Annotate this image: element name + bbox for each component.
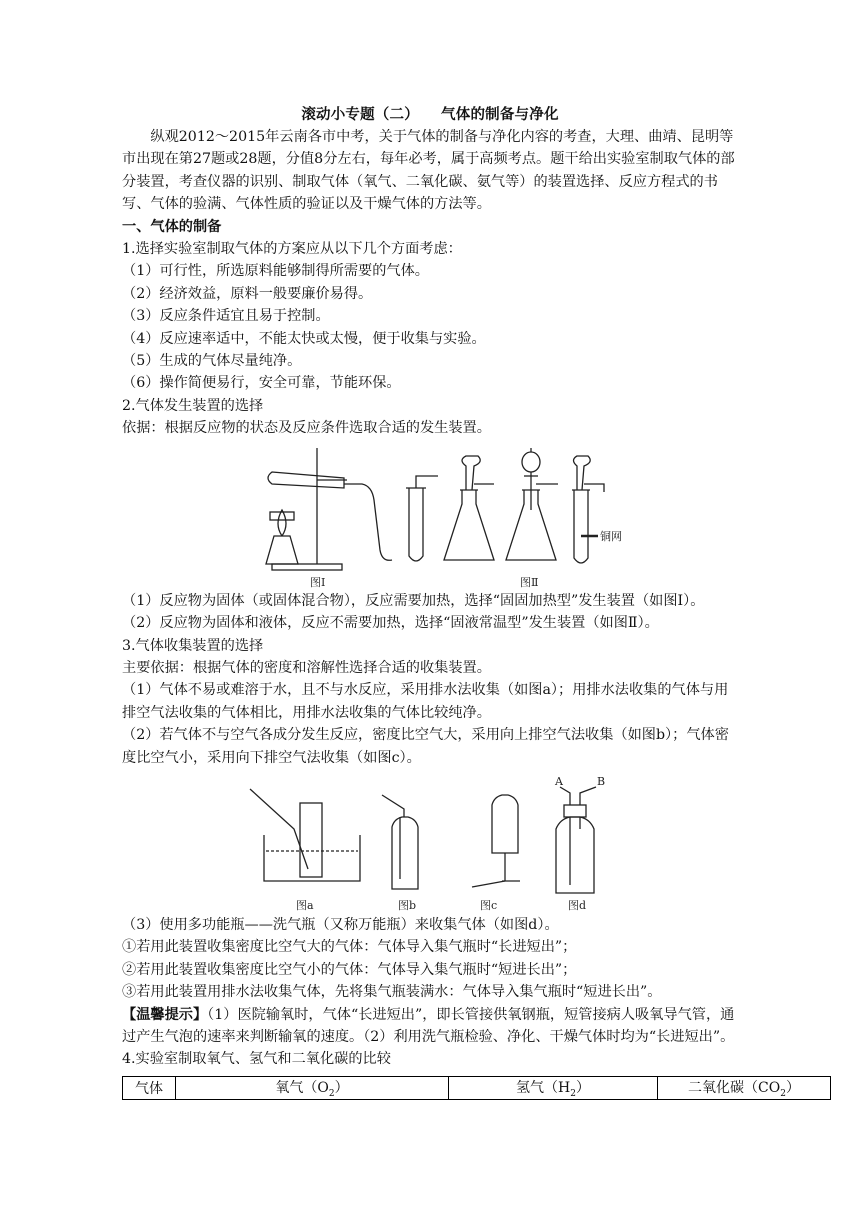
figure-c-label: 图c [480,898,498,912]
list-item: ②若用此装置收集密度比空气小的气体：气体导入集气瓶时“短进长出”； [122,961,577,978]
port-b-label: B [597,774,606,788]
header-cell-co2: 二氧化碳$(CO_2)$ [658,1077,831,1100]
list-item: （4）反应速率适中，不能太快或太慢，便于收集与实验。 [122,330,486,347]
list-item: （2）反应物为固体和液体，反应不需要加热，选择“固液常温型”发生装置（如图Ⅱ）。 [122,615,659,632]
basis-text: 依据：根据反应物的状态及反应条件选取合适的发生装置。 [122,420,491,437]
subheading-3: 3.气体收集装置的选择 [122,637,264,654]
list-item: （6）操作简便易行，安全可靠，节能环保。 [122,375,401,392]
list-item: （1）可行性，所选原料能够制得所需要的气体。 [122,263,429,280]
tip-paragraph [122,1004,736,1049]
figure-d-label: 图d [568,898,587,912]
header-cell-gas: 气体 [123,1077,176,1100]
figure-1-label: 图Ⅰ [310,575,326,589]
list-item: ③若用此装置用排水法收集气体，先将集气瓶装满水：气体导入集气瓶时“短进长出”。 [122,984,662,1001]
tip-label: 【温馨提示】 [122,1006,208,1023]
list-item: （3）使用多功能瓶——洗气瓶（又称万能瓶）来收集气体（如图d）。 [122,916,559,933]
document-body [122,126,736,1071]
list-item: （2）经济效益，原料一般要廉价易得。 [122,285,373,302]
intro-paragraph: 纵观2012～2015年云南各市中考，关于气体的制备与净化内容的考查，大理、曲靖、昆明等市出现在第27题或28题，分值8分左右，每年必考，属于高频考点。题干给出实验室制取气体的部分装置，考查仪器的识别、制取气体（氧气、二氧化碳、氨气等）的装置选择、反应方程式的书写、气体的验满、气体性质的验证以及干燥气体的方法等。 [122,129,735,213]
copper-mesh-label: 铜网 [600,529,622,543]
figure-b-label: 图b [398,898,417,912]
comparison-table [122,1076,831,1100]
table-row [123,1077,831,1100]
page-title: 滚动小专题（二） 气体的制备与净化 [301,106,559,123]
basis-text: 主要依据：根据气体的密度和溶解性选择合适的收集装置。 [122,659,491,676]
port-a-label: A [555,774,563,788]
list-item: （1）反应物为固体（或固体混合物），反应需要加热，选择“固固加热型”发生装置（如图Ⅰ）。 [122,592,705,609]
list-item: ①若用此装置收集密度比空气大的气体：气体导入集气瓶时“长进短出”； [122,939,577,956]
header-cell-oxygen: 氧气$(O_2)$ [176,1077,449,1100]
collection-drawing [122,769,736,914]
list-item: （2）若气体不与空气各成分发生反应，密度比空气大，采用向上排空气法收集（如图b）；气体密度比空气小，采用向下排空气法收集（如图c）。 [122,727,729,766]
figure-collection-apparatus [122,769,736,914]
apparatus-drawing [122,440,736,590]
header-cell-hydrogen: 氢气$(H_2)$ [449,1077,658,1100]
subheading-4: 4.实验室制取氧气、氢气和二氧化碳的比较 [122,1051,391,1068]
list-item: （5）生成的气体尽量纯净。 [122,353,302,370]
tip-text: （1）医院输氧时，气体“长进短出”，即长管接供氧钢瓶，短管接病人吸氧导气管，通过产生气泡的速率来判断输氧的速度。（2）利用洗气瓶检验、净化、干燥气体时均为“长进短出”。 [122,1006,735,1045]
subheading-1: 1.选择实验室制取气体的方案应从以下几个方面考虑： [122,241,462,258]
list-item: （1）气体不易或难溶于水，且不与水反应，采用排水法收集（如图a）；用排水法收集的气体与用排空气法收集的气体相比，用排水法收集的气体比较纯净。 [122,682,729,721]
figure-a-label: 图a [296,898,314,912]
figure-generation-apparatus [122,440,736,590]
figure-2-label: 图Ⅱ [520,575,539,589]
subheading-2: 2.气体发生装置的选择 [122,397,264,414]
list-item: （3）反应条件适宜且易于控制。 [122,308,330,325]
section-heading-preparation: 一、气体的制备 [122,218,222,235]
